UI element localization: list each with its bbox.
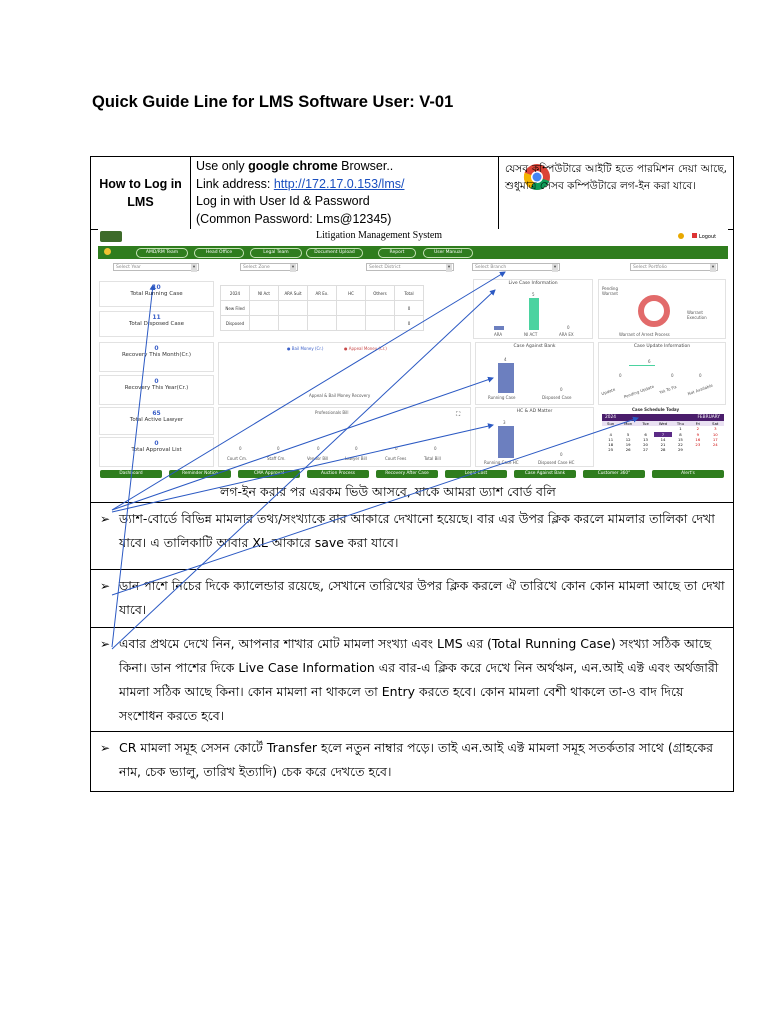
legend-bail: ● Bail Money (Cr.): [287, 346, 324, 351]
bar-value: 4: [504, 357, 507, 362]
calendar-date[interactable]: 2: [696, 426, 700, 432]
calendar-date[interactable]: 10: [712, 431, 718, 437]
x-tick-label: Vendor Bill: [307, 456, 329, 461]
arrow-bullet-icon: ➢: [100, 741, 111, 755]
nav-document-upload[interactable]: Document Upload: [306, 248, 363, 258]
dashboard-header: [98, 229, 728, 246]
page-title: Quick Guide Line for LMS Software User: V-01: [92, 93, 454, 111]
warrant-execution-label: Warrant Execution: [687, 310, 707, 320]
table-header: Others: [366, 286, 395, 301]
case-update-title: Case Update Information: [633, 344, 691, 349]
nav-amd-rm-team[interactable]: AMD/RM Team: [136, 248, 188, 258]
table-cell: 0: [395, 316, 424, 331]
point-1: [91, 502, 733, 569]
x-tick-label: ARA: [494, 332, 503, 337]
btn-alerts[interactable]: Alert's: [652, 470, 724, 478]
bill-value: 0: [355, 446, 358, 451]
calendar-day-header: Fri: [689, 421, 706, 426]
calendar-date[interactable]: 1: [679, 426, 682, 432]
calendar-year: 2024: [605, 415, 616, 420]
arrow-bullet-icon: ➢: [100, 579, 111, 593]
case-bank-title: Case Against Bank: [513, 344, 556, 349]
login-line4: (Common Password: Lms@12345): [196, 211, 392, 226]
table-cell: [250, 316, 279, 331]
x-tick-label: Disposed Case: [542, 395, 572, 400]
x-tick-label: Running Case HC: [484, 460, 519, 465]
kpi-label: Total Active Lawyer: [129, 417, 184, 423]
x-tick-label: Total Bill: [424, 456, 441, 461]
appeal-chart-title: Appeal & Bail Money Recovery: [309, 393, 371, 398]
appeal-bail-panel: [218, 342, 471, 405]
btn-recovery-after-case[interactable]: Recovery After Case: [376, 470, 438, 478]
table-cell: [279, 301, 308, 316]
x-tick-label: NI ACT: [524, 332, 538, 337]
login-line1-bold: google chrome: [248, 159, 338, 173]
btn-cma-approval[interactable]: CMA Approval: [238, 470, 300, 478]
login-instructions: [192, 157, 499, 229]
point-1-text: ড্যাশ-বোর্ডে বিভিন্ন মামলার তথ্য/সংখ্যাকে বার আকারে দেখানো হয়েছে। বার এর উপর ক্লিক করলে মামলার তালিকা দেখা যাবে। এ তালিকাটি আবার XL আকারে save করা যাবে।: [119, 511, 715, 550]
login-line2-prefix: Link address:: [196, 176, 274, 191]
kpi-value: 65: [152, 410, 161, 417]
table-cell: [308, 301, 337, 316]
bill-value: 0: [277, 446, 280, 451]
select-zone[interactable]: Select Zone ▾: [240, 263, 298, 271]
table-cell: Disposed: [221, 316, 250, 331]
calendar-month: FEBRUARY: [697, 415, 720, 420]
case-update-panel: [598, 342, 726, 405]
table-row: [221, 286, 424, 301]
x-tick-label: Not Available: [686, 382, 714, 397]
table-header: 2024: [221, 286, 250, 301]
bar-running-case[interactable]: [498, 363, 514, 393]
bar-value: 6: [648, 359, 651, 364]
kpi-value: 0: [154, 378, 159, 385]
calendar-date[interactable]: 9: [696, 431, 700, 437]
calendar-date[interactable]: 14: [660, 436, 666, 442]
kpi-recovery-year[interactable]: [99, 375, 214, 405]
table-cell: [366, 301, 395, 316]
bill-value: 0: [317, 446, 320, 451]
kpi-label: Recovery This Year(Cr.): [124, 385, 189, 391]
calendar-date[interactable]: 21: [660, 442, 666, 448]
calendar-day-header: Thu: [672, 421, 689, 426]
bar-value: 3: [503, 420, 506, 425]
kpi-value: 0: [154, 440, 159, 447]
kpi-total-running-case[interactable]: [99, 281, 214, 307]
calendar-date[interactable]: 7: [654, 432, 671, 437]
table-cell: [279, 316, 308, 331]
kpi-value: 0: [154, 345, 159, 352]
calendar-date[interactable]: 17: [712, 436, 718, 442]
calendar-date[interactable]: 11: [608, 436, 614, 442]
x-tick-label: Court Cm.: [227, 456, 248, 461]
professionals-bill-title: Professionals Bill: [315, 410, 349, 415]
table-cell: [250, 301, 279, 316]
select-portfolio[interactable]: Select Portfolio ▾: [630, 263, 718, 271]
table-cell: New Filed: [221, 301, 250, 316]
btn-case-against-bank[interactable]: Case Against Bank: [514, 470, 576, 478]
live-case-panel: [473, 279, 593, 339]
btn-customer-360[interactable]: Customer 360°: [583, 470, 645, 478]
point-3: [91, 627, 733, 731]
calendar-date[interactable]: 22: [678, 442, 683, 448]
calendar-day-header: Wed: [654, 421, 671, 426]
calendar-date[interactable]: 13: [643, 436, 648, 442]
nav-legal-team[interactable]: Legal Team: [250, 248, 302, 258]
table-header: ARA Suit: [279, 286, 308, 301]
table-cell: [308, 316, 337, 331]
calendar-day-header: Sat: [707, 421, 724, 426]
case-summary-table: [220, 285, 424, 331]
kpi-value: 10: [152, 284, 161, 291]
point-4: [91, 731, 733, 791]
btn-dashboard[interactable]: Dashboard: [100, 470, 162, 478]
warrant-arrest-label: Warrant of Arrest Process: [619, 332, 670, 337]
calendar-date[interactable]: 27: [643, 447, 648, 453]
login-line1-suffix: Browser..: [337, 159, 394, 173]
x-tick-label: Yet To Fix: [658, 384, 678, 395]
calendar-date[interactable]: 15: [678, 436, 683, 442]
kpi-label: Total Disposed Case: [128, 321, 185, 327]
calendar-date[interactable]: 5: [626, 431, 630, 437]
hc-ad-panel: [475, 407, 594, 467]
nav-bar: [98, 246, 728, 259]
bill-value: 0: [239, 446, 242, 451]
table-header: HC: [337, 286, 366, 301]
dashboard-caption: লগ-ইন করার পর এরকম ভিউ আসবে, যাকে আমরা ড্যাশ বোর্ড বলি: [220, 484, 556, 499]
live-case-title: Live Case Information: [508, 281, 558, 286]
btn-legal-cost[interactable]: Legal Cost: [445, 470, 507, 478]
calendar-date: [689, 447, 706, 452]
nav-head-office[interactable]: Head Office: [194, 248, 244, 258]
nav-user-manual[interactable]: User Manual: [423, 248, 473, 258]
nav-report[interactable]: Report: [378, 248, 416, 258]
calendar-date[interactable]: 18: [608, 442, 614, 448]
select-district[interactable]: Select District ▾: [366, 263, 454, 271]
professionals-bill-panel: [218, 407, 471, 467]
bar-value: 0: [560, 452, 563, 457]
table-cell: [366, 316, 395, 331]
case-calendar: [602, 414, 724, 458]
calendar-date[interactable]: 4: [609, 431, 612, 437]
legend-appeal: ● Appeal Money (Cr.): [344, 346, 387, 351]
x-tick-label: Update: [600, 386, 616, 397]
warrant-donut-chart[interactable]: [638, 295, 670, 327]
bar-value: 0: [699, 373, 702, 378]
bill-value: 0: [395, 446, 398, 451]
calendar-date[interactable]: 8: [679, 431, 682, 437]
case-against-bank-panel: [475, 342, 594, 405]
x-tick-label: Court Fees: [385, 456, 407, 461]
arrow-bullet-icon: ➢: [100, 512, 111, 526]
x-tick-label: Staff Cm.: [267, 456, 286, 461]
calendar-date[interactable]: 24: [712, 442, 718, 448]
calendar-day-header: Sun: [602, 421, 619, 426]
bill-value: 0: [434, 446, 437, 451]
table-cell: 0: [395, 301, 424, 316]
x-tick-label: Pending Update: [623, 383, 655, 400]
logout-button[interactable]: Logout: [692, 233, 716, 240]
table-row[interactable]: [221, 316, 424, 331]
btn-auction-process[interactable]: Auction Process: [307, 470, 369, 478]
calendar-date[interactable]: 16: [695, 436, 701, 442]
table-header: NI Act: [250, 286, 279, 301]
kpi-value: 11: [152, 314, 161, 321]
key-icon[interactable]: [678, 233, 684, 239]
table-cell: [337, 316, 366, 331]
login-heading: How to Log in LMS: [91, 157, 191, 229]
point-2-text: ডান পাশে নিচের দিকে ক্যালেন্ডার রয়েছে, সেখানে তারিখের উপর ক্লিক করলে ঐ তারিখে কোন কোন মামলা আছে তা দেখা যাবে।: [119, 578, 725, 617]
pending-warrant-label: Pending Warrant: [602, 286, 618, 296]
login-line1-prefix: Use only: [196, 159, 249, 173]
lms-link[interactable]: http://172.17.0.153/lms/: [273, 176, 405, 191]
bar-value: 0: [671, 373, 674, 378]
legend-bail-text: Bail Money (Cr.): [291, 346, 324, 351]
calendar-date[interactable]: 23: [695, 442, 701, 448]
calendar-date[interactable]: 20: [643, 442, 648, 448]
bar-ni-act[interactable]: [529, 298, 539, 330]
select-year[interactable]: Select Year ▾: [113, 263, 199, 271]
login-note: যেসব কম্পিউটারে আইটি হতে পারমিশন দেয়া আছে, শুধুমাত্র সেসব কম্পিউটারে লগ-ইন করা যাবে।: [505, 163, 727, 192]
table-row[interactable]: [221, 301, 424, 316]
kpi-recovery-month[interactable]: [99, 342, 214, 372]
kpi-label: Recovery This Month(Cr.): [121, 352, 192, 358]
point-3-text: এবার প্রথমে দেখে নিন, আপনার শাখার মোট মামলা সংখ্যা এবং LMS এর (Total Running Case) সংখ্যা সঠিক আছে কিনা। ডান পাশের দিকে Live Case Information এর বার-এ ক্লিক করে দেখে নিন অর্থঋন, এন.আই এক্ট এবং অর্থজারী মামলা সঠিক আছে কিনা। কোন মামলা না থাকলে তা Entry করতে হবে। কোন মামলা বেশী থাকলে তা-ও বাদ দিয়ে সংশোধন করতে হবে।: [119, 636, 719, 723]
calendar-day-header: Mon: [619, 421, 636, 426]
dashboard-title: Litigation Management System: [316, 230, 443, 241]
point-2: [91, 569, 733, 627]
legend-appeal-text: Appeal Money (Cr.): [348, 346, 387, 351]
kpi-label: Total Running Case: [130, 291, 183, 297]
calendar-date[interactable]: 26: [625, 447, 631, 453]
kpi-total-disposed-case[interactable]: [99, 311, 214, 337]
bar-running-case-hc[interactable]: [498, 426, 514, 458]
calendar-date[interactable]: 3: [714, 426, 717, 432]
calendar-date[interactable]: 12: [625, 436, 631, 442]
x-tick-label: Lawyer Bill: [345, 456, 367, 461]
expand-icon[interactable]: ⛶: [456, 411, 461, 418]
x-tick-label: Running Case: [488, 395, 516, 400]
login-row: [91, 157, 733, 230]
table-header: AR Ex.: [308, 286, 337, 301]
calendar-date[interactable]: 29: [678, 447, 683, 453]
x-tick-label: ARA EX: [559, 332, 574, 337]
bar-value: 5: [532, 292, 535, 297]
point-4-text: CR মামলা সমূহ সেসন কোর্টে Transfer হলে নতুন নাম্বার পড়ে। তাই এন.আই এক্ট মামলা সমূহ সতর্কতার সাথে (গ্রাহকের নাম, চেক ভ্যালু, তারিখ ইত্যাদি) চেক করে দেখতে হবে।: [119, 740, 713, 779]
bottom-menu: [100, 470, 726, 479]
login-line3: Log in with User Id & Password: [196, 194, 370, 208]
x-tick-label: Disposed Case HC: [538, 460, 575, 465]
kpi-approval-list[interactable]: [99, 437, 214, 467]
calendar-header: [602, 414, 724, 421]
bar-value: 0: [567, 325, 570, 330]
bar-ara[interactable]: [494, 326, 504, 330]
kpi-label: Total Approval List: [131, 447, 182, 453]
calendar-date[interactable]: 25: [608, 447, 614, 453]
bar-value: 0: [619, 373, 622, 378]
bar-value: 0: [560, 387, 563, 392]
bank-logo-icon: [100, 231, 122, 242]
table-cell: [337, 301, 366, 316]
kpi-active-lawyer[interactable]: [99, 407, 214, 435]
table-header: Total: [395, 286, 424, 301]
arrow-bullet-icon: ➢: [100, 637, 111, 651]
hc-ad-title: HC & AD Matter: [516, 409, 553, 414]
select-branch[interactable]: Select Branch ▾: [472, 263, 560, 271]
calendar-title: Case Schedule Today: [632, 407, 680, 412]
bar-pending-update[interactable]: [629, 365, 655, 366]
home-icon[interactable]: [104, 248, 111, 255]
btn-reminder-notice[interactable]: Reminder Notice: [169, 470, 231, 478]
filter-row: [98, 262, 728, 273]
calendar-date[interactable]: 6: [644, 431, 647, 437]
calendar-grid: [602, 421, 724, 453]
dashboard-screenshot: [98, 229, 728, 482]
calendar-date[interactable]: 19: [625, 442, 631, 448]
calendar-day-header: Tue: [637, 421, 654, 426]
calendar-date[interactable]: 28: [660, 447, 666, 453]
